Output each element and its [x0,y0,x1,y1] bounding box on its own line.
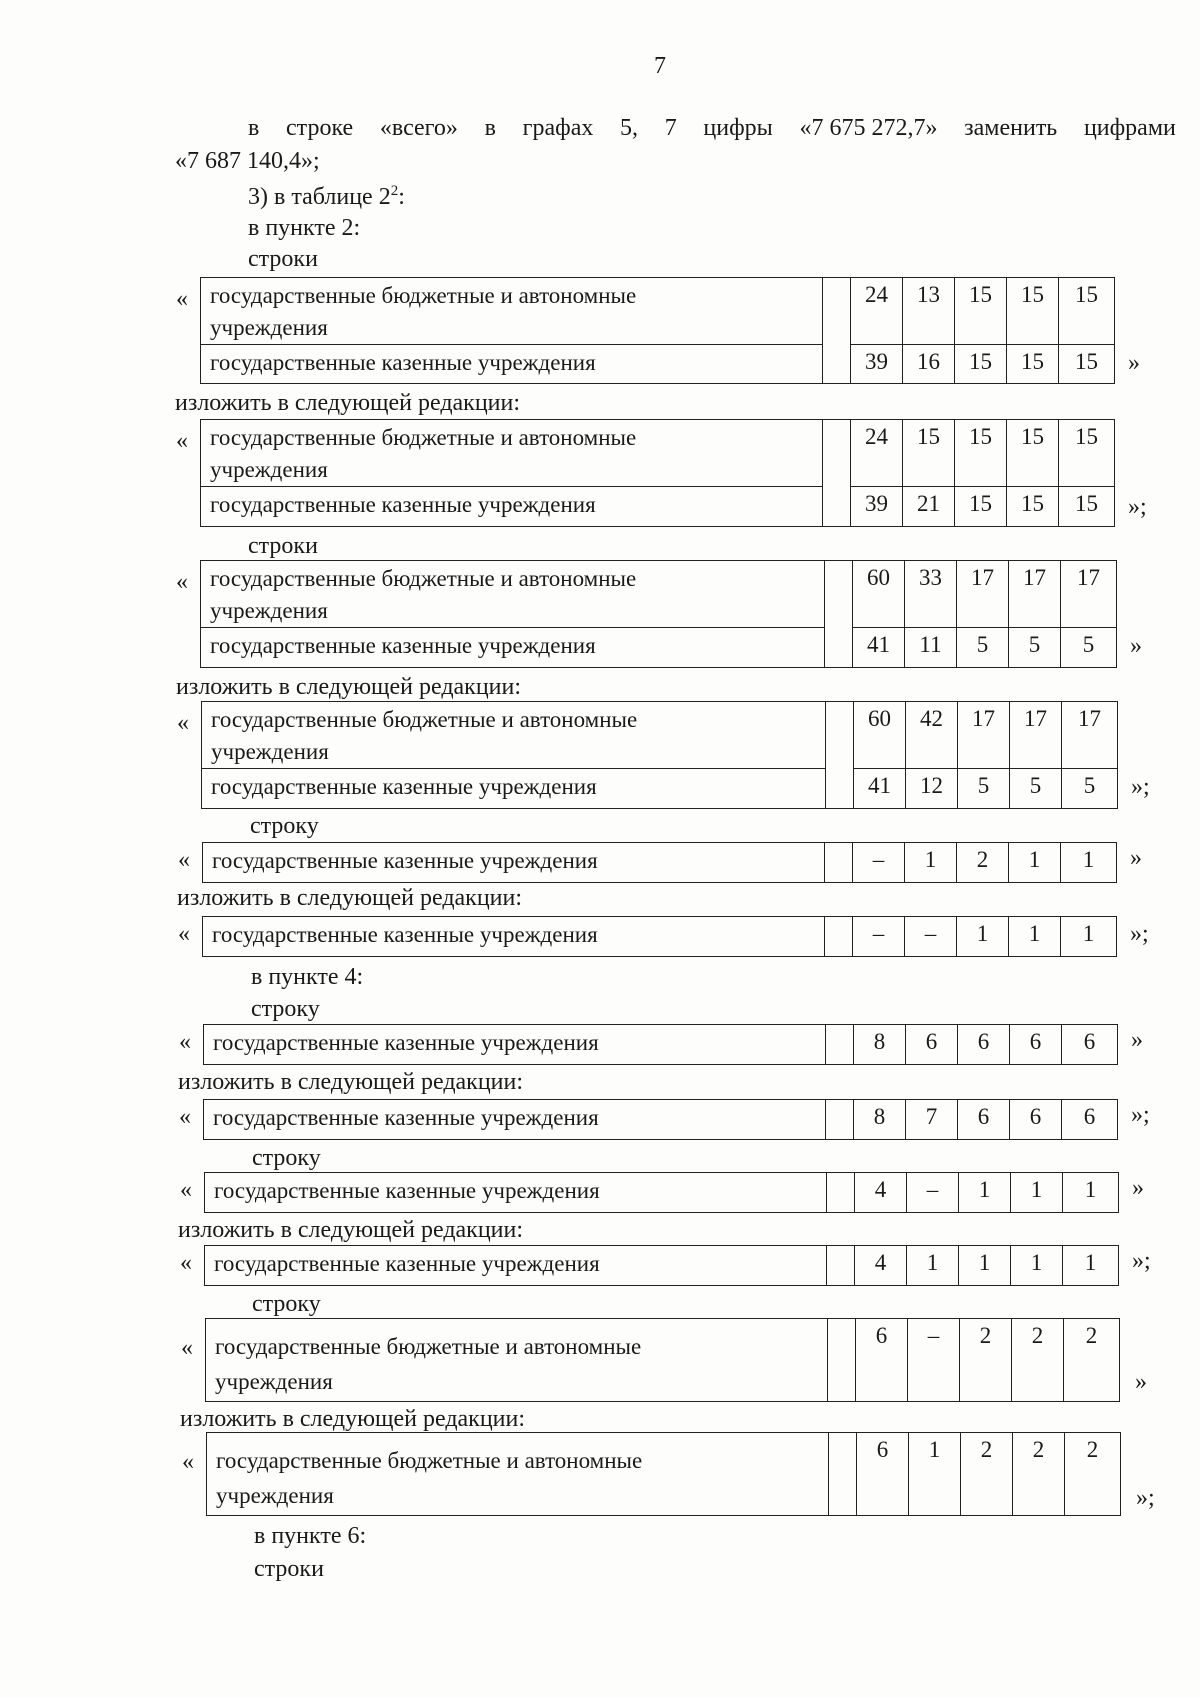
data-table-11 [206,1432,1121,1516]
value-cell: 17 [1009,561,1061,628]
value-cell: 17 [1062,702,1118,769]
point-6-label: в пункте 6: [254,1523,367,1549]
value-cell: 17 [1010,702,1062,769]
table-row [203,843,1117,883]
value-cell: 6 [1062,1025,1118,1065]
table-block-2 [176,560,1142,668]
open-quote: « [176,286,188,312]
value-cell: 1 [1061,843,1117,883]
value-cell: 5 [1009,628,1061,668]
blank-column [826,702,854,809]
intro-word: графах [522,115,594,141]
intro-word: 7 [664,115,677,141]
blank-column [828,1319,856,1402]
blank-column [829,1433,857,1516]
row-name: государственные казенные учреждения [204,1025,826,1065]
row-name [201,561,825,628]
value-cell: 6 [1010,1100,1062,1140]
value-cell: 1 [1009,843,1061,883]
point-4-label: в пункте 4: [251,964,364,990]
open-quote: « [179,1029,191,1055]
open-quote: « [182,1449,194,1475]
close-quote: » [1135,1369,1147,1395]
name-line-2: учреждения [215,1369,333,1394]
value-cell: 6 [857,1433,909,1516]
value-cell: 2 [957,843,1009,883]
value-cell: 15 [1007,420,1059,487]
open-quote: « [181,1335,193,1361]
close-quote: » [1131,1027,1143,1053]
name-line-2: учреждения [210,598,328,623]
value-cell: 1 [959,1246,1011,1286]
intro-line-2: «7 687 140,4»; [175,148,320,174]
intro-word: заменить [964,115,1058,141]
label-izlozhit: изложить в следующей редакции: [180,1406,526,1432]
blank-column [827,1246,855,1286]
data-table-2 [200,560,1117,668]
table-row [202,769,1118,809]
row-name [201,278,823,345]
table-row [201,345,1115,384]
intro-word: в [248,115,260,141]
value-cell: 16 [903,345,955,384]
row-name [207,1433,829,1516]
name-line-1: государственные бюджетные и автономные [211,707,638,732]
value-cell: 6 [1062,1100,1118,1140]
point-2-label: в пункте 2: [248,215,361,241]
intro-word: цифрами [1083,115,1176,141]
row-name [201,420,823,487]
table-row [202,702,1118,769]
value-cell: 11 [905,628,957,668]
value-cell: 41 [854,769,906,809]
table-row [205,1246,1119,1286]
name-line-2: учреждения [210,457,328,482]
table-block-6 [179,1024,1143,1065]
table-row [203,917,1117,957]
table-row [201,487,1115,527]
close-quote: » [1130,845,1142,871]
name-line-2: учреждения [211,739,329,764]
value-cell: 2 [1064,1319,1120,1402]
label-izlozhit: изложить в следующей редакции: [175,390,521,416]
close-quote: » [1128,350,1140,376]
name-line-1: государственные бюджетные и автономные [210,425,637,450]
value-cell: 15 [955,278,1007,345]
open-quote: « [177,710,189,736]
intro-word: цифры [703,115,773,141]
value-cell: – [905,917,957,957]
value-cell: 4 [855,1173,907,1213]
intro-word: строке [286,115,354,141]
value-cell: 2 [1013,1433,1065,1516]
value-cell: 6 [958,1100,1010,1140]
label-stroku: строку [252,1145,321,1171]
value-cell: 5 [1062,769,1118,809]
value-cell: – [853,917,905,957]
close-quote: » [1130,633,1142,659]
value-cell: 7 [906,1100,958,1140]
row-name: государственные казенные учреждения [205,1246,827,1286]
intro-word: «7 675 272,7» [799,115,938,141]
value-cell: 6 [906,1025,958,1065]
table-block-10 [181,1318,1147,1402]
value-cell: 17 [958,702,1010,769]
value-cell: 39 [851,345,903,384]
row-name: государственные казенные учреждения [204,1100,826,1140]
label-stroku: строку [250,813,319,839]
value-cell: 1 [1011,1246,1063,1286]
data-table-4 [202,842,1117,883]
row-name: государственные казенные учреждения [201,345,823,384]
blank-column [823,278,851,384]
table-block-11 [182,1432,1155,1516]
value-cell: 41 [853,628,905,668]
table-row [207,1433,1121,1516]
row-name: государственные казенные учреждения [205,1173,827,1213]
value-cell: 8 [854,1100,906,1140]
open-quote: « [179,1104,191,1130]
blank-column [827,1173,855,1213]
blank-column [825,917,853,957]
value-cell: – [907,1173,959,1213]
table-block-5 [178,916,1149,957]
label-izlozhit: изложить в следующей редакции: [176,674,522,700]
value-cell: 5 [1061,628,1117,668]
open-quote: « [178,921,190,947]
name-line-1: государственные бюджетные и автономные [215,1334,642,1359]
row-name: государственные казенные учреждения [201,487,823,527]
value-cell: 15 [1007,487,1059,527]
value-cell: 8 [854,1025,906,1065]
close-quote: »; [1132,1248,1151,1274]
value-cell: 1 [1009,917,1061,957]
value-cell: 15 [955,345,1007,384]
label-stroku: строку [251,996,320,1022]
value-cell: 15 [955,420,1007,487]
close-quote: » [1132,1175,1144,1201]
value-cell: 1 [1063,1246,1119,1286]
value-cell: 1 [959,1173,1011,1213]
value-cell: 42 [906,702,958,769]
value-cell: 24 [851,278,903,345]
page-number: 7 [654,53,666,79]
blank-column [825,843,853,883]
table-block-3 [177,701,1150,809]
value-cell: 5 [958,769,1010,809]
table-row [205,1173,1119,1213]
name-line-1: государственные бюджетные и автономные [216,1448,643,1473]
value-cell: 5 [957,628,1009,668]
row-name: государственные казенные учреждения [203,843,825,883]
close-quote: »; [1130,921,1149,947]
intro-word: «всего» [379,115,458,141]
table-row [201,628,1117,668]
value-cell: 1 [905,843,957,883]
data-table-0 [200,277,1115,384]
value-cell: 1 [909,1433,961,1516]
open-quote: « [176,428,188,454]
table-block-9 [180,1245,1151,1286]
value-cell: 15 [1059,345,1115,384]
label-izlozhit: изложить в следующей редакции: [178,1069,524,1095]
value-cell: 15 [1059,278,1115,345]
value-cell: 24 [851,420,903,487]
item-3-text: 3) в таблице 2 [248,184,391,210]
open-quote: « [176,569,188,595]
table-row [204,1100,1118,1140]
value-cell: 5 [1010,769,1062,809]
intro-word: 5, [620,115,639,141]
data-table-10 [205,1318,1120,1402]
label-stroki: строки [248,533,318,559]
row-name [202,702,826,769]
label-stroku: строку [252,1291,321,1317]
row-name [206,1319,828,1402]
name-line-2: учреждения [210,315,328,340]
value-cell: 6 [856,1319,908,1402]
label-stroki: строки [248,246,318,272]
name-line-1: государственные бюджетные и автономные [210,566,637,591]
name-line-1: государственные бюджетные и автономные [210,283,637,308]
value-cell: 6 [1010,1025,1062,1065]
value-cell: 4 [855,1246,907,1286]
item-3-heading [248,183,405,211]
value-cell: 1 [957,917,1009,957]
table-block-4 [178,842,1142,883]
value-cell: 15 [1059,420,1115,487]
label-stroki: строки [254,1556,324,1582]
close-quote: »; [1136,1485,1155,1511]
data-table-3 [201,701,1118,809]
blank-column [826,1100,854,1140]
intro-line-1 [248,114,1176,142]
value-cell: 1 [1063,1173,1119,1213]
data-table-6 [203,1024,1118,1065]
open-quote: « [180,1250,192,1276]
row-name: государственные казенные учреждения [202,769,826,809]
value-cell: 1 [1011,1173,1063,1213]
value-cell: 60 [854,702,906,769]
data-table-7 [203,1099,1118,1140]
table-row [206,1319,1120,1402]
value-cell: – [853,843,905,883]
table-row [204,1025,1118,1065]
row-name: государственные казенные учреждения [201,628,825,668]
value-cell: 1 [1061,917,1117,957]
table-block-0 [176,277,1140,384]
value-cell: 15 [1059,487,1115,527]
table-row [201,420,1115,487]
value-cell: 15 [1007,278,1059,345]
value-cell: 1 [907,1246,959,1286]
open-quote: « [180,1177,192,1203]
intro-word: в [484,115,496,141]
value-cell: 39 [851,487,903,527]
table-block-1 [176,419,1147,527]
table-block-7 [179,1099,1150,1140]
row-name: государственные казенные учреждения [203,917,825,957]
close-quote: »; [1128,494,1147,520]
value-cell: 21 [903,487,955,527]
table-block-8 [180,1172,1144,1213]
value-cell: 15 [903,420,955,487]
value-cell: – [908,1319,960,1402]
table-row [201,278,1115,345]
open-quote: « [178,847,190,873]
value-cell: 15 [955,487,1007,527]
value-cell: 17 [1061,561,1117,628]
label-izlozhit: изложить в следующей редакции: [178,1217,524,1243]
value-cell: 2 [1012,1319,1064,1402]
value-cell: 33 [905,561,957,628]
value-cell: 17 [957,561,1009,628]
label-izlozhit: изложить в следующей редакции: [177,885,523,911]
name-line-2: учреждения [216,1483,334,1508]
close-quote: »; [1131,1102,1150,1128]
item-3-superscript: 2 [390,183,399,199]
blank-column [826,1025,854,1065]
blank-column [823,420,851,527]
data-table-1 [200,419,1115,527]
value-cell: 12 [906,769,958,809]
data-table-5 [202,916,1117,957]
item-3-colon: : [398,184,405,210]
value-cell: 15 [1007,345,1059,384]
value-cell: 60 [853,561,905,628]
blank-column [825,561,853,668]
value-cell: 2 [960,1319,1012,1402]
close-quote: »; [1131,774,1150,800]
table-row [201,561,1117,628]
value-cell: 2 [961,1433,1013,1516]
value-cell: 13 [903,278,955,345]
value-cell: 2 [1065,1433,1121,1516]
data-table-8 [204,1172,1119,1213]
data-table-9 [204,1245,1119,1286]
value-cell: 6 [958,1025,1010,1065]
